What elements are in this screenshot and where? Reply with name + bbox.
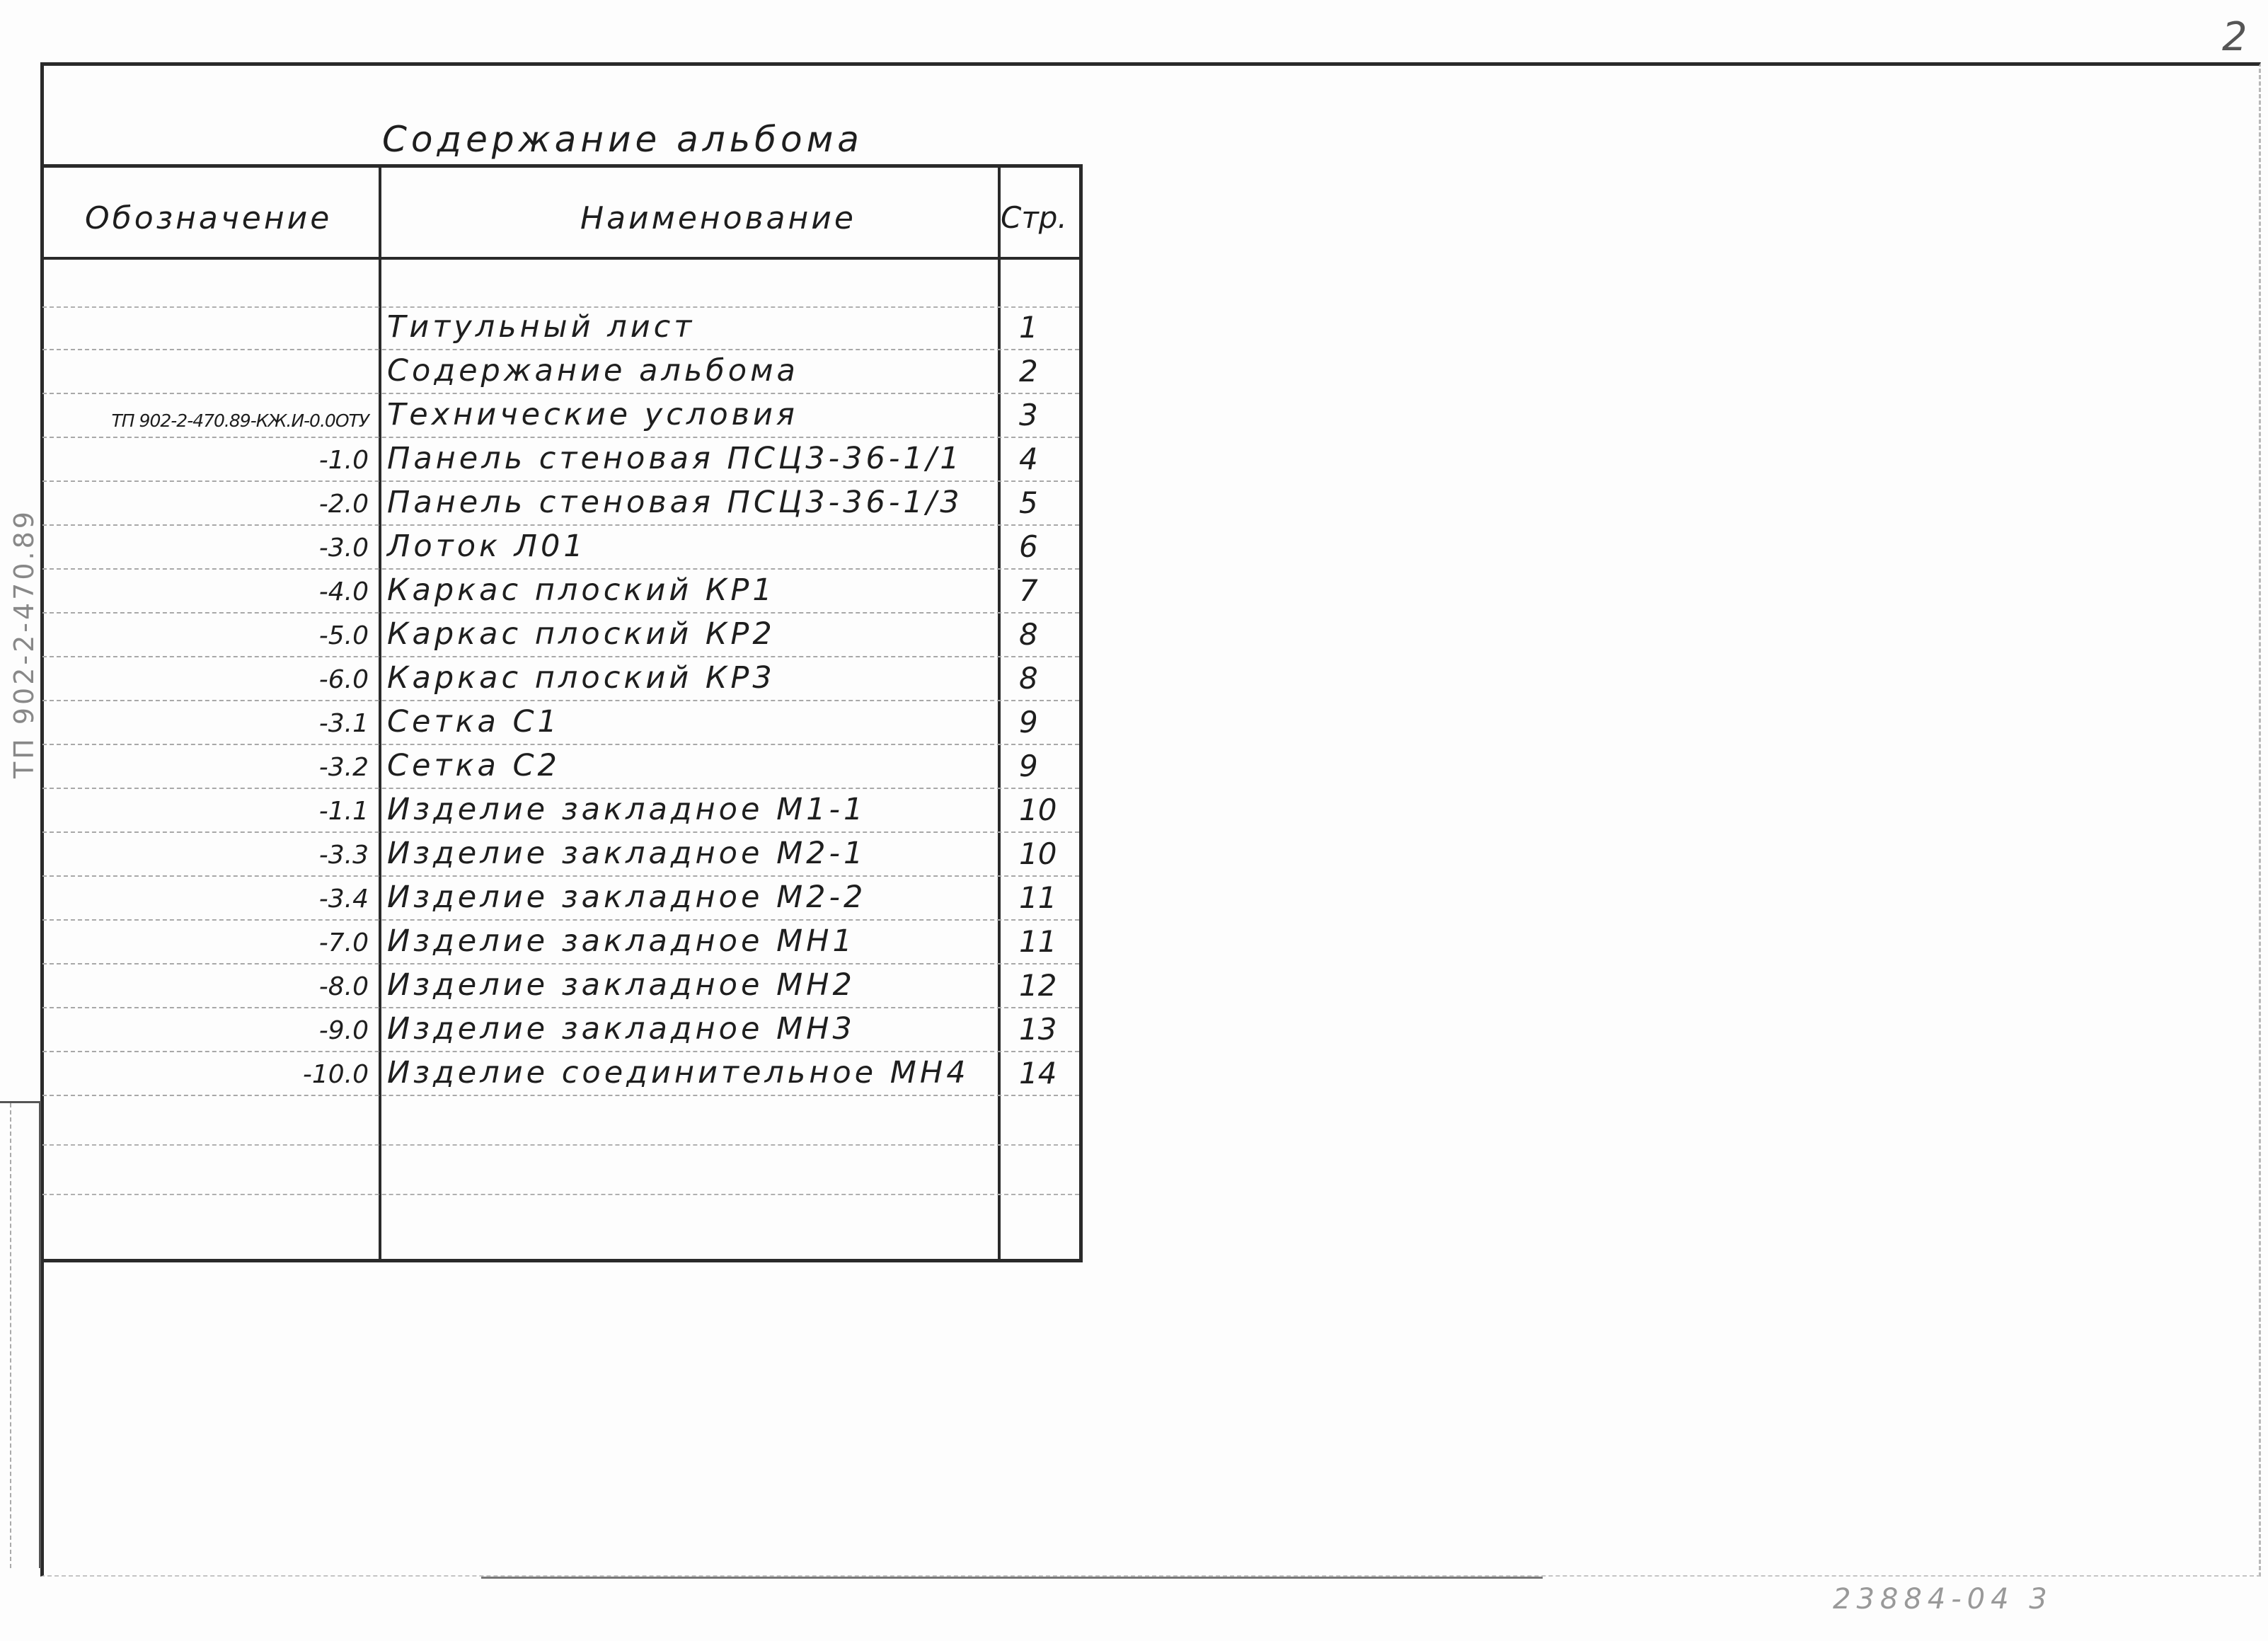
table-row xyxy=(42,833,1079,877)
header-designation: Обозначение xyxy=(85,200,333,236)
footer-code: 23884-04 3 xyxy=(1833,1583,2053,1616)
row-designation: -6.0 xyxy=(318,665,369,694)
row-designation: -3.3 xyxy=(318,841,369,870)
table-row xyxy=(42,789,1079,833)
row-name: Панель стеновая ПСЦ3-36-1/3 xyxy=(387,485,963,520)
row-page: 11 xyxy=(1019,880,1057,915)
row-page: 9 xyxy=(1019,705,1038,739)
row-page: 10 xyxy=(1019,836,1057,871)
row-page: 3 xyxy=(1019,398,1038,432)
row-page: 2 xyxy=(1019,354,1038,388)
row-name: Каркас плоский КР2 xyxy=(387,616,776,652)
sheet-number: 2 xyxy=(2222,14,2247,60)
table-row xyxy=(42,526,1079,570)
row-name: Изделие закладное МН3 xyxy=(387,1011,856,1047)
row-page: 8 xyxy=(1019,617,1038,652)
row-name: Каркас плоский КР1 xyxy=(387,572,776,608)
row-name: Сетка С1 xyxy=(387,704,560,739)
header-name: Наименование xyxy=(580,200,856,236)
header-separator xyxy=(42,257,1079,260)
row-page: 6 xyxy=(1019,529,1038,564)
table-row xyxy=(42,1008,1079,1052)
row-page: 10 xyxy=(1019,793,1057,827)
table-row xyxy=(42,745,1079,789)
row-name: Изделие закладное МН1 xyxy=(387,923,856,959)
side-stamp: ТП 902-2-470.89 xyxy=(8,509,40,778)
row-designation: -10.0 xyxy=(302,1060,369,1089)
row-designation: ТП 902-2-470.89-КЖ.И-0.0ОТУ xyxy=(111,410,369,431)
row-designation: -3.1 xyxy=(318,709,369,738)
binding-strip xyxy=(0,1101,41,1568)
header-page: Стр. xyxy=(1001,200,1067,235)
row-designation: -3.0 xyxy=(318,534,369,563)
row-name: Каркас плоский КР3 xyxy=(387,660,776,696)
table-row xyxy=(42,657,1079,701)
table-row xyxy=(42,350,1079,394)
page-title: Содержание альбома xyxy=(382,119,863,160)
row-name: Сетка С2 xyxy=(387,748,560,783)
table-row xyxy=(42,438,1079,482)
row-page: 12 xyxy=(1019,968,1057,1003)
row-page: 11 xyxy=(1019,924,1057,959)
table-row xyxy=(42,614,1079,657)
row-page: 13 xyxy=(1019,1012,1057,1047)
table-row xyxy=(42,482,1079,526)
row-page: 8 xyxy=(1019,661,1038,696)
row-name: Панель стеновая ПСЦ3-36-1/1 xyxy=(387,441,963,476)
row-designation: -5.0 xyxy=(318,621,369,650)
blank-row-line xyxy=(42,1144,1079,1146)
row-page: 4 xyxy=(1019,442,1038,476)
row-designation: -4.0 xyxy=(318,577,369,606)
table-row xyxy=(42,1052,1079,1096)
row-name: Лоток Л01 xyxy=(387,529,587,564)
row-name: Изделие закладное М2-1 xyxy=(387,836,867,871)
row-page: 5 xyxy=(1019,485,1038,520)
table-row xyxy=(42,394,1079,438)
row-designation: -7.0 xyxy=(318,928,369,957)
row-designation: -3.2 xyxy=(318,753,369,782)
table-row xyxy=(42,570,1079,614)
row-designation: -9.0 xyxy=(318,1016,369,1045)
contents-table xyxy=(42,164,1083,1262)
row-designation: -2.0 xyxy=(318,490,369,519)
table-row xyxy=(42,921,1079,965)
table-row xyxy=(42,306,1079,350)
row-page: 9 xyxy=(1019,749,1038,783)
row-designation: -1.1 xyxy=(318,797,369,826)
row-page: 7 xyxy=(1019,573,1038,608)
table-row xyxy=(42,701,1079,745)
blank-row-line xyxy=(42,1194,1079,1195)
row-designation: -8.0 xyxy=(318,972,369,1001)
row-name: Титульный лист xyxy=(387,309,696,345)
row-name: Изделие соединительное МН4 xyxy=(387,1055,969,1090)
table-row xyxy=(42,965,1079,1008)
row-name: Изделие закладное М1-1 xyxy=(387,792,867,827)
row-designation: -3.4 xyxy=(318,885,369,914)
bottom-border xyxy=(481,1577,1543,1579)
row-page: 14 xyxy=(1019,1056,1057,1090)
row-name: Изделие закладное МН2 xyxy=(387,967,856,1003)
row-name: Изделие закладное М2-2 xyxy=(387,880,867,915)
row-page: 1 xyxy=(1019,310,1038,345)
table-row xyxy=(42,877,1079,921)
row-designation: -1.0 xyxy=(318,446,369,475)
row-name: Технические условия xyxy=(387,397,798,432)
row-name: Содержание альбома xyxy=(387,353,799,388)
